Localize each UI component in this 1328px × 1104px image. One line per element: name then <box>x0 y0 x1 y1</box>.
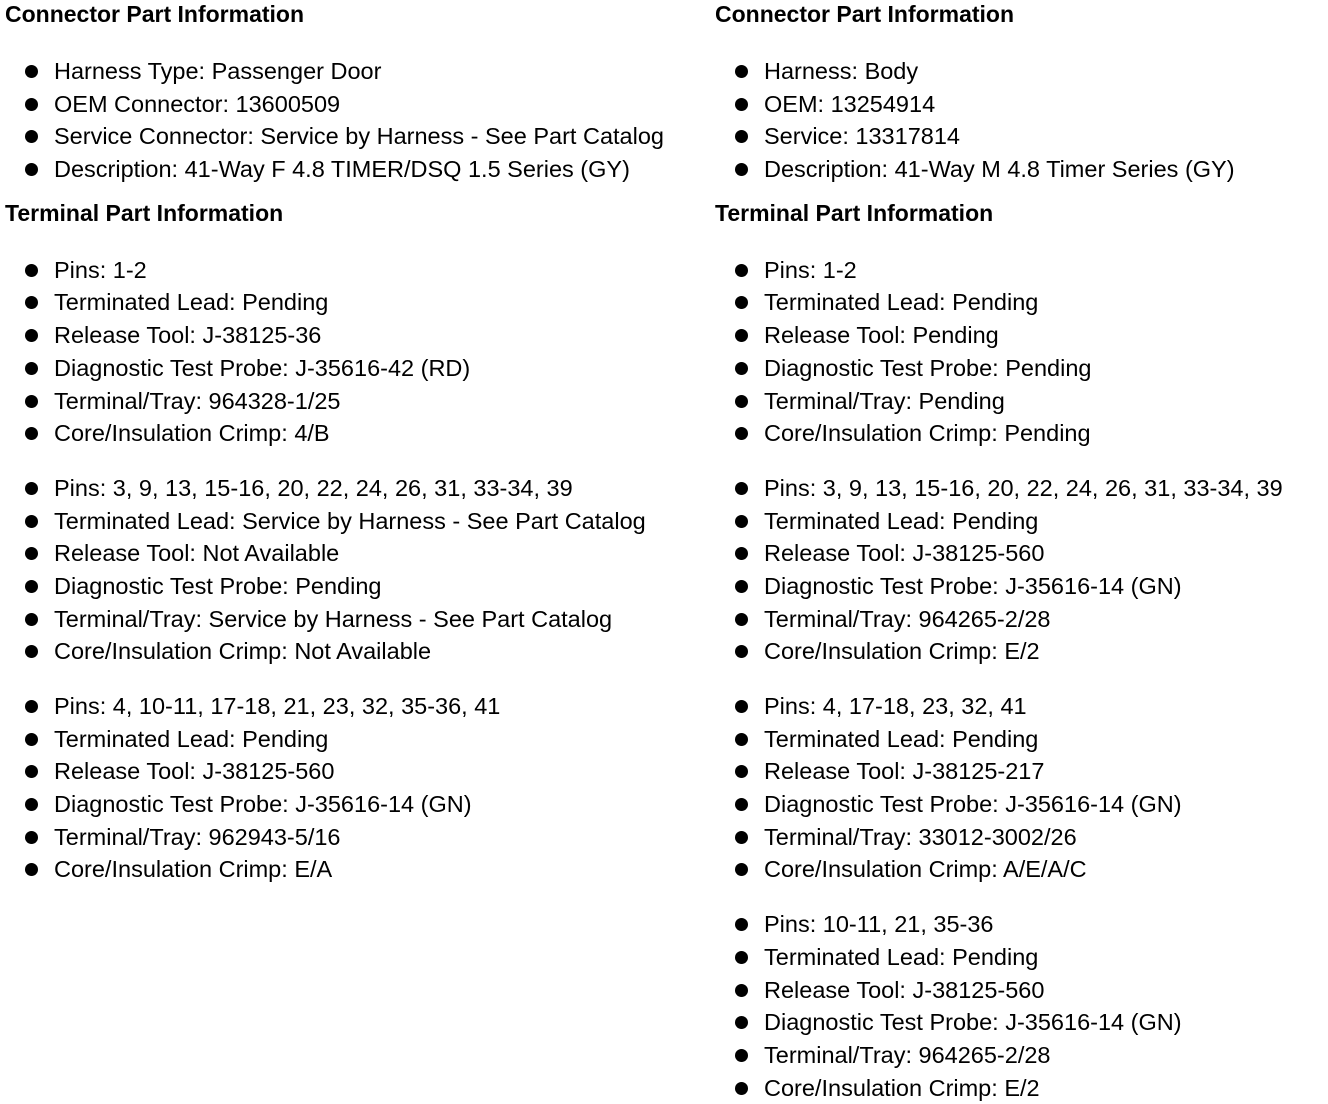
terminal-info-item <box>715 1072 1327 1104</box>
terminal-info-item <box>5 570 710 603</box>
terminal-info-item <box>715 319 1327 352</box>
terminal-info-item <box>715 286 1327 319</box>
terminal-info-text: Terminal/Tray: Service by Harness - See Part Catalog <box>54 605 613 632</box>
terminal-info-heading: Terminal Part Information <box>715 199 994 226</box>
bullet-icon <box>735 296 748 309</box>
bullet-icon <box>735 863 748 876</box>
bullet-icon <box>735 98 748 111</box>
bullet-icon <box>735 580 748 593</box>
terminal-info-item <box>5 635 710 668</box>
connector-info-list <box>5 55 710 186</box>
terminal-info-item <box>715 570 1327 603</box>
terminal-info-item <box>5 853 710 886</box>
bullet-icon <box>735 163 748 176</box>
terminal-info-text: Diagnostic Test Probe: J-35616-14 (GN) <box>764 572 1182 599</box>
terminal-info-text: Diagnostic Test Probe: J-35616-42 (RD) <box>54 354 471 381</box>
bullet-icon <box>735 264 748 277</box>
terminal-info-text: Release Tool: J-38125-560 <box>764 540 1045 567</box>
terminal-info-text: Terminated Lead: Pending <box>764 289 1039 316</box>
bullet-icon <box>735 1016 748 1029</box>
terminal-info-item <box>715 472 1327 505</box>
terminal-info-item <box>5 319 710 352</box>
terminal-info-item <box>5 472 710 505</box>
connector-info-text: OEM: 13254914 <box>764 90 936 117</box>
terminal-info-item <box>715 505 1327 538</box>
bullet-icon <box>25 296 38 309</box>
connector-info-item <box>715 120 1327 153</box>
terminal-info-item <box>715 635 1327 668</box>
terminal-info-text: Release Tool: J-38125-560 <box>54 758 335 785</box>
left-connector-column <box>5 0 710 886</box>
terminal-info-text: Diagnostic Test Probe: Pending <box>764 354 1092 381</box>
terminal-info-text: Release Tool: J-38125-217 <box>764 758 1045 785</box>
bullet-icon <box>735 427 748 440</box>
bullet-icon <box>25 765 38 778</box>
bullet-icon <box>25 645 38 658</box>
bullet-icon <box>735 482 748 495</box>
terminal-info-text: Core/Insulation Crimp: E/2 <box>764 1074 1040 1101</box>
terminal-info-item <box>5 603 710 636</box>
terminal-info-item <box>715 974 1327 1007</box>
bullet-icon <box>25 515 38 528</box>
bullet-icon <box>25 613 38 626</box>
bullet-icon <box>735 1082 748 1095</box>
bullet-icon <box>735 362 748 375</box>
terminal-info-item <box>5 505 710 538</box>
connector-info-item <box>5 88 710 121</box>
bullet-icon <box>25 427 38 440</box>
terminal-info-text: Pins: 4, 10-11, 17-18, 21, 23, 32, 35-36, 41 <box>54 693 501 719</box>
bullet-icon <box>25 329 38 342</box>
terminal-info-text: Pins: 3, 9, 13, 15-16, 20, 22, 24, 26, 31, 33-34, 39 <box>764 474 1283 501</box>
terminal-info-text: Diagnostic Test Probe: Pending <box>54 572 382 599</box>
bullet-icon <box>25 130 38 143</box>
bullet-icon <box>25 264 38 277</box>
bullet-icon <box>735 984 748 997</box>
terminal-info-text: Core/Insulation Crimp: A/E/A/C <box>764 856 1087 883</box>
terminal-group <box>5 472 710 668</box>
bullet-icon <box>25 700 38 713</box>
bullet-icon <box>25 831 38 844</box>
bullet-icon <box>25 580 38 593</box>
connector-info-item <box>715 88 1327 121</box>
bullet-icon <box>735 65 748 78</box>
bullet-icon <box>735 951 748 964</box>
terminal-group <box>715 472 1327 668</box>
terminal-info-item <box>715 417 1327 450</box>
bullet-icon <box>735 547 748 560</box>
connector-info-item <box>715 153 1327 186</box>
terminal-info-item <box>5 286 710 319</box>
terminal-info-item <box>5 254 710 287</box>
bullet-icon <box>735 645 748 658</box>
terminal-info-text: Terminal/Tray: 964265-2/28 <box>764 1041 1051 1068</box>
terminal-info-item <box>715 755 1327 788</box>
terminal-group <box>5 254 710 450</box>
bullet-icon <box>735 130 748 143</box>
terminal-info-item <box>715 723 1327 756</box>
terminal-info-text: Diagnostic Test Probe: J-35616-14 (GN) <box>764 791 1182 818</box>
connector-info-text: Service Connector: Service by Harness - See Part Catalog <box>54 123 664 150</box>
bullet-icon <box>735 515 748 528</box>
terminal-info-text: Terminal/Tray: 962943-5/16 <box>54 823 341 850</box>
terminal-info-text: Release Tool: Pending <box>764 322 999 349</box>
terminal-info-item <box>715 908 1327 941</box>
bullet-icon <box>735 918 748 931</box>
connector-info-text: Harness: Body <box>764 58 919 84</box>
bullet-icon <box>735 613 748 626</box>
bullet-icon <box>735 831 748 844</box>
terminal-info-text: Core/Insulation Crimp: Not Available <box>54 638 432 665</box>
terminal-group <box>715 690 1327 886</box>
terminal-info-text: Terminated Lead: Pending <box>764 943 1039 970</box>
connector-info-list <box>715 55 1327 186</box>
terminal-info-item <box>5 352 710 385</box>
bullet-icon <box>25 863 38 876</box>
connector-info-text: Description: 41-Way M 4.8 Timer Series (GY) <box>764 156 1235 183</box>
terminal-info-item <box>715 603 1327 636</box>
terminal-info-text: Pins: 1-2 <box>764 256 857 283</box>
connector-info-item <box>5 55 710 88</box>
terminal-info-item <box>715 788 1327 821</box>
terminal-info-text: Pins: 10-11, 21, 35-36 <box>764 911 994 938</box>
terminal-info-item <box>5 690 710 723</box>
terminal-info-text: Core/Insulation Crimp: E/2 <box>764 638 1040 665</box>
terminal-info-item <box>715 1039 1327 1072</box>
connector-info-item <box>5 153 710 186</box>
connector-info-text: Description: 41-Way F 4.8 TIMER/DSQ 1.5 Series (GY) <box>54 156 630 183</box>
terminal-info-text: Release Tool: J-38125-36 <box>54 322 322 349</box>
bullet-icon <box>735 395 748 408</box>
connector-info-heading: Connector Part Information <box>5 1 305 27</box>
bullet-icon <box>735 798 748 811</box>
bullet-icon <box>25 98 38 111</box>
terminal-info-text: Release Tool: J-38125-560 <box>764 976 1045 1003</box>
bullet-icon <box>25 362 38 375</box>
bullet-icon <box>735 733 748 746</box>
bullet-icon <box>25 163 38 176</box>
terminal-info-item <box>5 723 710 756</box>
terminal-info-item <box>5 417 710 450</box>
bullet-icon <box>25 733 38 746</box>
terminal-info-text: Terminated Lead: Pending <box>764 725 1039 752</box>
terminal-info-text: Terminated Lead: Pending <box>764 507 1039 534</box>
terminal-info-item <box>715 254 1327 287</box>
terminal-info-text: Terminated Lead: Pending <box>54 289 329 316</box>
terminal-info-text: Terminal/Tray: 964265-2/28 <box>764 605 1051 632</box>
terminal-info-item <box>5 537 710 570</box>
connector-info-text: Service: 13317814 <box>764 123 960 150</box>
bullet-icon <box>25 798 38 811</box>
terminal-group <box>5 690 710 886</box>
terminal-info-text: Diagnostic Test Probe: J-35616-14 (GN) <box>764 1009 1182 1036</box>
terminal-info-item <box>715 941 1327 974</box>
terminal-group <box>715 908 1327 1104</box>
terminal-info-item <box>5 788 710 821</box>
terminal-info-text: Pins: 3, 9, 13, 15-16, 20, 22, 24, 26, 31, 33-34, 39 <box>54 474 573 501</box>
connector-info-heading: Connector Part Information <box>715 1 1015 27</box>
bullet-icon <box>735 329 748 342</box>
terminal-info-text: Pins: 1-2 <box>54 256 147 283</box>
right-connector-column <box>715 0 1327 1104</box>
terminal-info-item <box>715 537 1327 570</box>
bullet-icon <box>25 395 38 408</box>
connector-info-text: OEM Connector: 13600509 <box>54 90 341 117</box>
terminal-info-item <box>5 385 710 418</box>
terminal-group <box>715 254 1327 450</box>
terminal-info-text: Core/Insulation Crimp: Pending <box>764 420 1091 447</box>
terminal-info-item <box>5 821 710 854</box>
terminal-info-item <box>715 352 1327 385</box>
bullet-icon <box>25 65 38 78</box>
terminal-info-item <box>715 821 1327 854</box>
terminal-info-text: Terminated Lead: Service by Harness - See Part Catalog <box>54 507 646 534</box>
terminal-info-text: Core/Insulation Crimp: E/A <box>54 856 333 883</box>
terminal-info-heading: Terminal Part Information <box>5 199 284 226</box>
terminal-info-text: Diagnostic Test Probe: J-35616-14 (GN) <box>54 791 472 818</box>
bullet-icon <box>735 1049 748 1062</box>
bullet-icon <box>735 765 748 778</box>
terminal-info-item <box>715 690 1327 723</box>
terminal-info-item <box>715 385 1327 418</box>
bullet-icon <box>25 482 38 495</box>
terminal-info-text: Terminal/Tray: Pending <box>764 387 1005 414</box>
terminal-info-item <box>715 853 1327 886</box>
terminal-info-text: Terminated Lead: Pending <box>54 725 329 752</box>
terminal-info-text: Pins: 4, 17-18, 23, 32, 41 <box>764 693 1027 719</box>
terminal-info-text: Terminal/Tray: 33012-3002/26 <box>764 823 1077 850</box>
terminal-info-text: Core/Insulation Crimp: 4/B <box>54 420 330 447</box>
bullet-icon <box>25 547 38 560</box>
terminal-info-item <box>715 1006 1327 1039</box>
terminal-info-item <box>5 755 710 788</box>
bullet-icon <box>735 700 748 713</box>
connector-info-item <box>5 120 710 153</box>
connector-info-text: Harness Type: Passenger Door <box>54 58 382 84</box>
connector-info-item <box>715 55 1327 88</box>
terminal-info-text: Terminal/Tray: 964328-1/25 <box>54 387 341 414</box>
terminal-info-text: Release Tool: Not Available <box>54 540 340 567</box>
